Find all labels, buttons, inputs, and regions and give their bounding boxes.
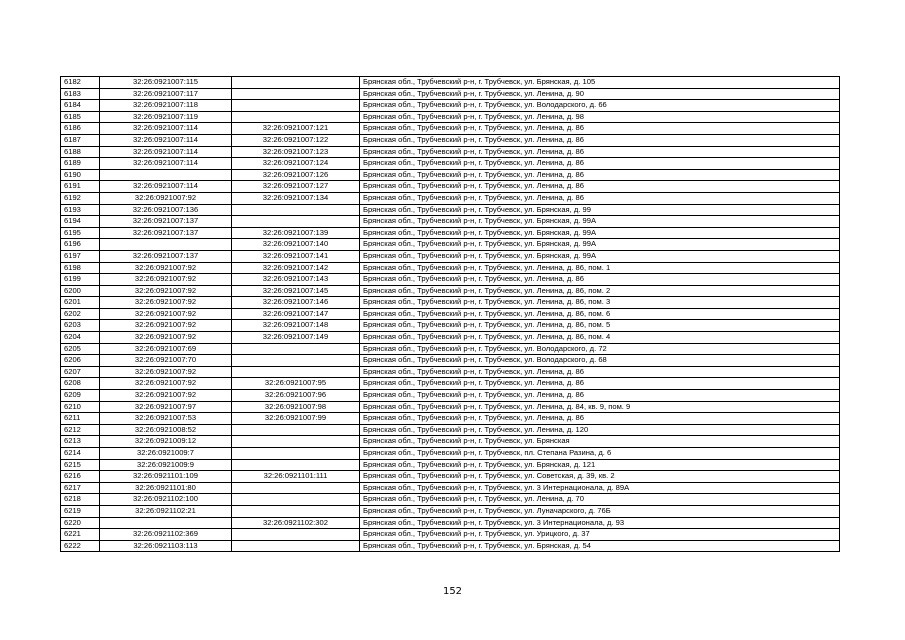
row-number-cell: 6183 [61, 88, 100, 100]
table-row [61, 494, 840, 506]
row-number-cell: 6220 [61, 517, 100, 529]
table-row [61, 181, 840, 193]
address-cell: Брянская обл., Трубчевский р-н, г. Трубчевск, пл. Степана Разина, д. 6 [360, 448, 840, 460]
address-cell: Брянская обл., Трубчевский р-н, г. Трубчевск, ул. Ленина, д. 86, пом. 4 [360, 332, 840, 344]
address-cell: Брянская обл., Трубчевский р-н, г. Трубчевск, ул. Ленина, д. 86 [360, 366, 840, 378]
related-cadastral-number-cell: 32:26:0921007:123 [232, 146, 360, 158]
row-number-cell: 6210 [61, 401, 100, 413]
related-cadastral-number-cell [232, 494, 360, 506]
related-cadastral-number-cell: 32:26:0921007:146 [232, 297, 360, 309]
table-row [61, 77, 840, 89]
cadastral-number-cell: 32:26:0921007:92 [100, 297, 232, 309]
table-row [61, 471, 840, 483]
related-cadastral-number-cell [232, 77, 360, 89]
row-number-cell: 6186 [61, 123, 100, 135]
table-row [61, 192, 840, 204]
row-number-cell: 6193 [61, 204, 100, 216]
related-cadastral-number-cell [232, 436, 360, 448]
table-row [61, 413, 840, 425]
cadastral-number-cell [100, 239, 232, 251]
related-cadastral-number-cell [232, 100, 360, 112]
related-cadastral-number-cell [232, 343, 360, 355]
cadastral-number-cell: 32:26:0921007:92 [100, 366, 232, 378]
related-cadastral-number-cell: 32:26:0921101:111 [232, 471, 360, 483]
address-cell: Брянская обл., Трубчевский р-н, г. Трубчевск, ул. Ленина, д. 86, пом. 2 [360, 285, 840, 297]
cadastral-number-cell: 32:26:0921009:9 [100, 459, 232, 471]
row-number-cell: 6196 [61, 239, 100, 251]
row-number-cell: 6204 [61, 332, 100, 344]
address-cell: Брянская обл., Трубчевский р-н, г. Трубчевск, ул. Луначарского, д. 76Б [360, 505, 840, 517]
table-row [61, 390, 840, 402]
row-number-cell: 6202 [61, 308, 100, 320]
row-number-cell: 6221 [61, 529, 100, 541]
row-number-cell: 6188 [61, 146, 100, 158]
cadastral-number-cell: 32:26:0921007:118 [100, 100, 232, 112]
row-number-cell: 6200 [61, 285, 100, 297]
related-cadastral-number-cell: 32:26:0921007:134 [232, 192, 360, 204]
table-row [61, 378, 840, 390]
table-row [61, 134, 840, 146]
cadastral-number-cell: 32:26:0921007:92 [100, 192, 232, 204]
address-cell: Брянская обл., Трубчевский р-н, г. Трубчевск, ул. Брянская, д. 105 [360, 77, 840, 89]
cadastral-number-cell: 32:26:0921101:80 [100, 482, 232, 494]
row-number-cell: 6207 [61, 366, 100, 378]
related-cadastral-number-cell [232, 366, 360, 378]
cadastral-number-cell: 32:26:0921102:100 [100, 494, 232, 506]
address-cell: Брянская обл., Трубчевский р-н, г. Трубчевск, ул. Брянская, д. 99А [360, 250, 840, 262]
cadastral-number-cell: 32:26:0921102:21 [100, 505, 232, 517]
table-row [61, 88, 840, 100]
related-cadastral-number-cell: 32:26:0921007:127 [232, 181, 360, 193]
table-row [61, 355, 840, 367]
cadastral-number-cell: 32:26:0921007:92 [100, 285, 232, 297]
address-cell: Брянская обл., Трубчевский р-н, г. Трубчевск, ул. Брянская [360, 436, 840, 448]
row-number-cell: 6185 [61, 111, 100, 123]
table-row [61, 529, 840, 541]
related-cadastral-number-cell: 32:26:0921007:124 [232, 158, 360, 170]
related-cadastral-number-cell: 32:26:0921007:139 [232, 227, 360, 239]
related-cadastral-number-cell [232, 355, 360, 367]
related-cadastral-number-cell [232, 111, 360, 123]
address-cell: Брянская обл., Трубчевский р-н, г. Трубчевск, ул. Ленина, д. 86 [360, 123, 840, 135]
address-cell: Брянская обл., Трубчевский р-н, г. Трубчевск, ул. Урицкого, д. 37 [360, 529, 840, 541]
related-cadastral-number-cell: 32:26:0921007:143 [232, 274, 360, 286]
address-cell: Брянская обл., Трубчевский р-н, г. Трубчевск, ул. Брянская, д. 99А [360, 239, 840, 251]
address-cell: Брянская обл., Трубчевский р-н, г. Трубчевск, ул. Советская, д. 39, кв. 2 [360, 471, 840, 483]
registry-table-container [60, 76, 839, 552]
cadastral-number-cell: 32:26:0921007:117 [100, 88, 232, 100]
row-number-cell: 6212 [61, 424, 100, 436]
table-row [61, 459, 840, 471]
table-row [61, 505, 840, 517]
address-cell: Брянская обл., Трубчевский р-н, г. Трубчевск, ул. Ленина, д. 86 [360, 181, 840, 193]
table-row [61, 169, 840, 181]
table-row [61, 482, 840, 494]
table-row [61, 216, 840, 228]
table-row [61, 111, 840, 123]
cadastral-number-cell: 32:26:0921102:369 [100, 529, 232, 541]
address-cell: Брянская обл., Трубчевский р-н, г. Трубчевск, ул. Брянская, д. 99А [360, 227, 840, 239]
row-number-cell: 6189 [61, 158, 100, 170]
cadastral-number-cell: 32:26:0921007:53 [100, 413, 232, 425]
cadastral-number-cell: 32:26:0921007:114 [100, 181, 232, 193]
table-row [61, 448, 840, 460]
table-row [61, 332, 840, 344]
cadastral-number-cell: 32:26:0921007:97 [100, 401, 232, 413]
related-cadastral-number-cell: 32:26:0921007:141 [232, 250, 360, 262]
cadastral-number-cell: 32:26:0921007:114 [100, 158, 232, 170]
table-row [61, 239, 840, 251]
table-row [61, 262, 840, 274]
related-cadastral-number-cell: 32:26:0921007:148 [232, 320, 360, 332]
cadastral-number-cell: 32:26:0921007:119 [100, 111, 232, 123]
cadastral-number-cell: 32:26:0921007:92 [100, 308, 232, 320]
address-cell: Брянская обл., Трубчевский р-н, г. Трубчевск, ул. Ленина, д. 86, пом. 6 [360, 308, 840, 320]
row-number-cell: 6215 [61, 459, 100, 471]
cadastral-number-cell: 32:26:0921007:137 [100, 250, 232, 262]
registry-table-body [61, 77, 840, 552]
address-cell: Брянская обл., Трубчевский р-н, г. Трубчевск, ул. Ленина, д. 98 [360, 111, 840, 123]
row-number-cell: 6203 [61, 320, 100, 332]
related-cadastral-number-cell: 32:26:0921007:147 [232, 308, 360, 320]
table-row [61, 123, 840, 135]
related-cadastral-number-cell: 32:26:0921007:142 [232, 262, 360, 274]
related-cadastral-number-cell: 32:26:0921007:140 [232, 239, 360, 251]
table-row [61, 285, 840, 297]
related-cadastral-number-cell [232, 529, 360, 541]
cadastral-number-cell [100, 517, 232, 529]
related-cadastral-number-cell [232, 482, 360, 494]
cadastral-number-cell: 32:26:0921103:113 [100, 540, 232, 552]
cadastral-number-cell: 32:26:0921007:92 [100, 320, 232, 332]
address-cell: Брянская обл., Трубчевский р-н, г. Трубчевск, ул. Брянская, д. 121 [360, 459, 840, 471]
cadastral-number-cell: 32:26:0921101:109 [100, 471, 232, 483]
cadastral-number-cell: 32:26:0921007:92 [100, 390, 232, 402]
related-cadastral-number-cell: 32:26:0921102:302 [232, 517, 360, 529]
cadastral-number-cell: 32:26:0921007:115 [100, 77, 232, 89]
related-cadastral-number-cell [232, 540, 360, 552]
address-cell: Брянская обл., Трубчевский р-н, г. Трубчевск, ул. Ленина, д. 86 [360, 390, 840, 402]
related-cadastral-number-cell: 32:26:0921007:99 [232, 413, 360, 425]
cadastral-number-cell: 32:26:0921007:137 [100, 216, 232, 228]
address-cell: Брянская обл., Трубчевский р-н, г. Трубчевск, ул. Ленина, д. 86, пом. 5 [360, 320, 840, 332]
row-number-cell: 6209 [61, 390, 100, 402]
cadastral-number-cell: 32:26:0921007:69 [100, 343, 232, 355]
row-number-cell: 6216 [61, 471, 100, 483]
row-number-cell: 6195 [61, 227, 100, 239]
address-cell: Брянская обл., Трубчевский р-н, г. Трубчевск, ул. Володарского, д. 68 [360, 355, 840, 367]
related-cadastral-number-cell: 32:26:0921007:126 [232, 169, 360, 181]
address-cell: Брянская обл., Трубчевский р-н, г. Трубчевск, ул. Ленина, д. 86 [360, 413, 840, 425]
row-number-cell: 6208 [61, 378, 100, 390]
row-number-cell: 6217 [61, 482, 100, 494]
row-number-cell: 6211 [61, 413, 100, 425]
related-cadastral-number-cell [232, 204, 360, 216]
table-row [61, 146, 840, 158]
row-number-cell: 6219 [61, 505, 100, 517]
address-cell: Брянская обл., Трубчевский р-н, г. Трубчевск, ул. Володарского, д. 66 [360, 100, 840, 112]
address-cell: Брянская обл., Трубчевский р-н, г. Трубчевск, ул. Володарского, д. 72 [360, 343, 840, 355]
cadastral-number-cell: 32:26:0921007:114 [100, 146, 232, 158]
row-number-cell: 6218 [61, 494, 100, 506]
table-row [61, 540, 840, 552]
address-cell: Брянская обл., Трубчевский р-н, г. Трубчевск, ул. Брянская, д. 99А [360, 216, 840, 228]
table-row [61, 250, 840, 262]
row-number-cell: 6198 [61, 262, 100, 274]
table-row [61, 517, 840, 529]
row-number-cell: 6214 [61, 448, 100, 460]
related-cadastral-number-cell: 32:26:0921007:95 [232, 378, 360, 390]
cadastral-number-cell: 32:26:0921007:92 [100, 262, 232, 274]
row-number-cell: 6194 [61, 216, 100, 228]
row-number-cell: 6192 [61, 192, 100, 204]
address-cell: Брянская обл., Трубчевский р-н, г. Трубчевск, ул. Ленина, д. 86 [360, 146, 840, 158]
related-cadastral-number-cell [232, 424, 360, 436]
address-cell: Брянская обл., Трубчевский р-н, г. Трубчевск, ул. Ленина, д. 84, кв. 9, пом. 9 [360, 401, 840, 413]
cadastral-number-cell: 32:26:0921009:12 [100, 436, 232, 448]
address-cell: Брянская обл., Трубчевский р-н, г. Трубчевск, ул. Ленина, д. 86 [360, 378, 840, 390]
related-cadastral-number-cell [232, 505, 360, 517]
address-cell: Брянская обл., Трубчевский р-н, г. Трубчевск, ул. Ленина, д. 86 [360, 192, 840, 204]
related-cadastral-number-cell [232, 88, 360, 100]
address-cell: Брянская обл., Трубчевский р-н, г. Трубчевск, ул. Ленина, д. 86 [360, 158, 840, 170]
table-row [61, 424, 840, 436]
cadastral-number-cell: 32:26:0921007:92 [100, 378, 232, 390]
address-cell: Брянская обл., Трубчевский р-н, г. Трубчевск, ул. Брянская, д. 99 [360, 204, 840, 216]
cadastral-number-cell: 32:26:0921007:70 [100, 355, 232, 367]
row-number-cell: 6206 [61, 355, 100, 367]
table-row [61, 401, 840, 413]
cadastral-number-cell: 32:26:0921008:52 [100, 424, 232, 436]
row-number-cell: 6191 [61, 181, 100, 193]
table-row [61, 227, 840, 239]
row-number-cell: 6197 [61, 250, 100, 262]
related-cadastral-number-cell: 32:26:0921007:96 [232, 390, 360, 402]
table-row [61, 274, 840, 286]
related-cadastral-number-cell: 32:26:0921007:149 [232, 332, 360, 344]
related-cadastral-number-cell: 32:26:0921007:145 [232, 285, 360, 297]
related-cadastral-number-cell: 32:26:0921007:98 [232, 401, 360, 413]
cadastral-number-cell: 32:26:0921007:92 [100, 274, 232, 286]
related-cadastral-number-cell [232, 216, 360, 228]
table-row [61, 308, 840, 320]
table-row [61, 320, 840, 332]
address-cell: Брянская обл., Трубчевский р-н, г. Трубчевск, ул. Ленина, д. 90 [360, 88, 840, 100]
cadastral-number-cell: 32:26:0921007:92 [100, 332, 232, 344]
table-row [61, 297, 840, 309]
row-number-cell: 6213 [61, 436, 100, 448]
cadastral-number-cell: 32:26:0921007:114 [100, 123, 232, 135]
address-cell: Брянская обл., Трубчевский р-н, г. Трубчевск, ул. 3 Интернационала, д. 89А [360, 482, 840, 494]
row-number-cell: 6190 [61, 169, 100, 181]
row-number-cell: 6184 [61, 100, 100, 112]
related-cadastral-number-cell: 32:26:0921007:122 [232, 134, 360, 146]
address-cell: Брянская обл., Трубчевский р-н, г. Трубчевск, ул. Ленина, д. 70 [360, 494, 840, 506]
row-number-cell: 6222 [61, 540, 100, 552]
row-number-cell: 6199 [61, 274, 100, 286]
table-row [61, 100, 840, 112]
related-cadastral-number-cell: 32:26:0921007:121 [232, 123, 360, 135]
related-cadastral-number-cell [232, 459, 360, 471]
address-cell: Брянская обл., Трубчевский р-н, г. Трубчевск, ул. Ленина, д. 86 [360, 274, 840, 286]
table-row [61, 204, 840, 216]
table-row [61, 158, 840, 170]
related-cadastral-number-cell [232, 448, 360, 460]
row-number-cell: 6201 [61, 297, 100, 309]
registry-table [60, 76, 840, 552]
address-cell: Брянская обл., Трубчевский р-н, г. Трубчевск, ул. Ленина, д. 86, пом. 3 [360, 297, 840, 309]
row-number-cell: 6187 [61, 134, 100, 146]
row-number-cell: 6205 [61, 343, 100, 355]
address-cell: Брянская обл., Трубчевский р-н, г. Трубчевск, ул. 3 Интернационала, д. 93 [360, 517, 840, 529]
address-cell: Брянская обл., Трубчевский р-н, г. Трубчевск, ул. Брянская, д. 54 [360, 540, 840, 552]
table-row [61, 436, 840, 448]
table-row [61, 343, 840, 355]
cadastral-number-cell: 32:26:0921007:137 [100, 227, 232, 239]
table-row [61, 366, 840, 378]
address-cell: Брянская обл., Трубчевский р-н, г. Трубчевск, ул. Ленина, д. 120 [360, 424, 840, 436]
address-cell: Брянская обл., Трубчевский р-н, г. Трубчевск, ул. Ленина, д. 86 [360, 134, 840, 146]
address-cell: Брянская обл., Трубчевский р-н, г. Трубчевск, ул. Ленина, д. 86 [360, 169, 840, 181]
row-number-cell: 6182 [61, 77, 100, 89]
cadastral-number-cell: 32:26:0921009:7 [100, 448, 232, 460]
address-cell: Брянская обл., Трубчевский р-н, г. Трубчевск, ул. Ленина, д. 86, пом. 1 [360, 262, 840, 274]
page-number: 152 [442, 586, 463, 597]
cadastral-number-cell [100, 169, 232, 181]
cadastral-number-cell: 32:26:0921007:136 [100, 204, 232, 216]
cadastral-number-cell: 32:26:0921007:114 [100, 134, 232, 146]
